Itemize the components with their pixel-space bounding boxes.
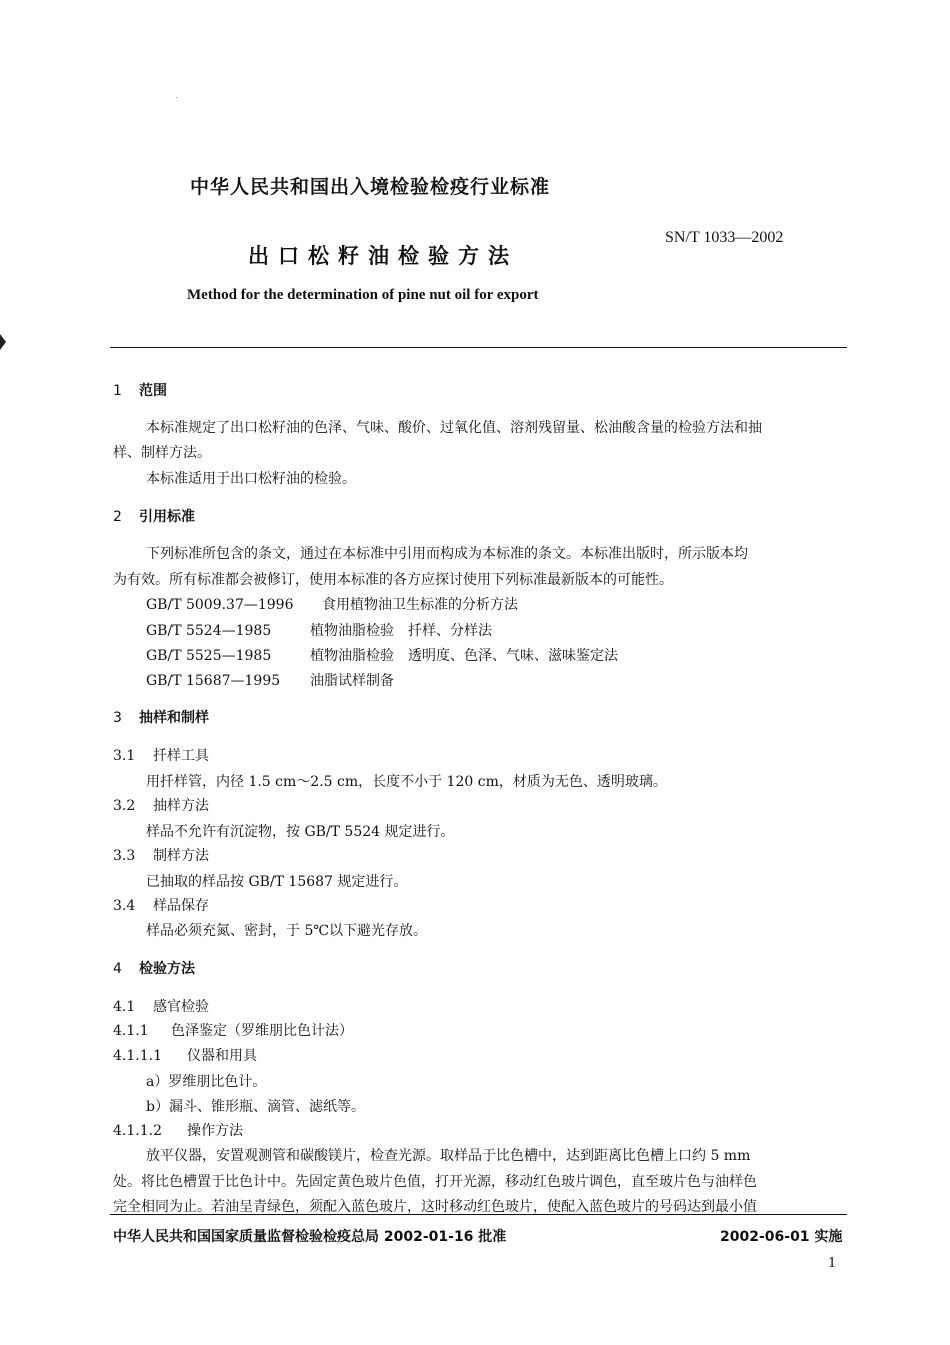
- subsection-3-4-text: 样品必须充氮、密封，于 5℃以下避光存放。: [146, 923, 428, 939]
- subsection-3-3-heading: 3.3 制样方法: [113, 848, 209, 864]
- reference-item: GB/T 5009.37—1996 食用植物油卫生标准的分析方法: [146, 597, 518, 613]
- reference-item: GB/T 5524—1985 植物油脂检验 扦样、分样法: [146, 623, 492, 639]
- document-title-en: Method for the determination of pine nut oil for export: [187, 287, 539, 303]
- procedure-text-line: 处。将比色槽置于比色计中。先固定黄色玻片色值，打开光源，移动红色玻片调色，直至玻片色与油样色: [113, 1174, 757, 1190]
- reference-item: GB/T 15687—1995 油脂试样制备: [146, 673, 394, 689]
- footer-divider: [110, 1214, 847, 1215]
- reference-item: GB/T 5525—1985 植物油脂检验 透明度、色泽、气味、滋味鉴定法: [146, 648, 618, 664]
- subsection-3-1-text: 用扦样管，内径 1.5 cm～2.5 cm，长度不小于 120 cm，材质为无色、透明玻璃。: [146, 774, 667, 790]
- document-title-cn: 出口松籽油检验方法: [248, 244, 518, 268]
- scan-edge-mark: [0, 334, 6, 350]
- approval-statement: 中华人民共和国国家质量监督检验检疫总局 2002-01-16 批准: [113, 1229, 507, 1245]
- section-2-heading: 2 引用标准: [113, 509, 195, 525]
- section-2-paragraph-line: 下列标准所包含的条文，通过在本标准中引用而构成为本标准的条文。本标准出版时，所示版本均: [146, 546, 748, 562]
- standard-number: SN/T 1033—2002: [665, 229, 784, 246]
- procedure-text-line: 放平仪器，安置观测管和碳酸镁片，检查光源。取样品于比色槽中，达到距离比色槽上口约 5 mm: [146, 1148, 751, 1164]
- subsection-3-4-heading: 3.4 样品保存: [113, 898, 209, 914]
- header-divider: [110, 347, 847, 348]
- subsection-3-1-heading: 3.1 扦样工具: [113, 748, 209, 764]
- section-1-paragraph-line: 样、制样方法。: [113, 445, 211, 461]
- issuing-organization: 中华人民共和国出入境检验检疫行业标准: [190, 176, 551, 198]
- section-1-paragraph-line: 本标准规定了出口松籽油的色泽、气味、酸价、过氧化值、溶剂残留量、松油酸含量的检验方法和抽: [146, 420, 762, 436]
- implementation-date: 2002-06-01 实施: [720, 1229, 843, 1245]
- subsection-4-1-1-2-heading: 4.1.1.2 操作方法: [113, 1123, 243, 1139]
- subsection-4-1-1-heading: 4.1.1 色泽鉴定（罗维朋比色计法）: [113, 1023, 353, 1039]
- equipment-item-b: b）漏斗、锥形瓶、滴管、滤纸等。: [146, 1099, 365, 1115]
- scan-speck: [176, 97, 177, 98]
- section-1-heading: 1 范围: [113, 383, 167, 399]
- section-4-heading: 4 检验方法: [113, 961, 195, 977]
- subsection-4-1-1-1-heading: 4.1.1.1 仪器和用具: [113, 1048, 257, 1064]
- subsection-3-2-text: 样品不允许有沉淀物，按 GB/T 5524 规定进行。: [146, 824, 455, 840]
- section-1-applicability: 本标准适用于出口松籽油的检验。: [146, 471, 356, 487]
- subsection-3-2-heading: 3.2 抽样方法: [113, 798, 209, 814]
- subsection-4-1-heading: 4.1 感官检验: [113, 999, 209, 1015]
- section-2-paragraph-line: 为有效。所有标准都会被修订，使用本标准的各方应探讨使用下列标准最新版本的可能性。: [113, 572, 673, 588]
- subsection-3-3-text: 已抽取的样品按 GB/T 15687 规定进行。: [146, 874, 408, 890]
- section-3-heading: 3 抽样和制样: [113, 710, 209, 726]
- page-number: 1: [828, 1256, 837, 1271]
- equipment-item-a: a）罗维朋比色计。: [146, 1074, 267, 1090]
- procedure-text-line: 完全相同为止。若油呈青绿色，须配入蓝色玻片，这时移动红色玻片，使配入蓝色玻片的号码达到最小值: [113, 1199, 757, 1215]
